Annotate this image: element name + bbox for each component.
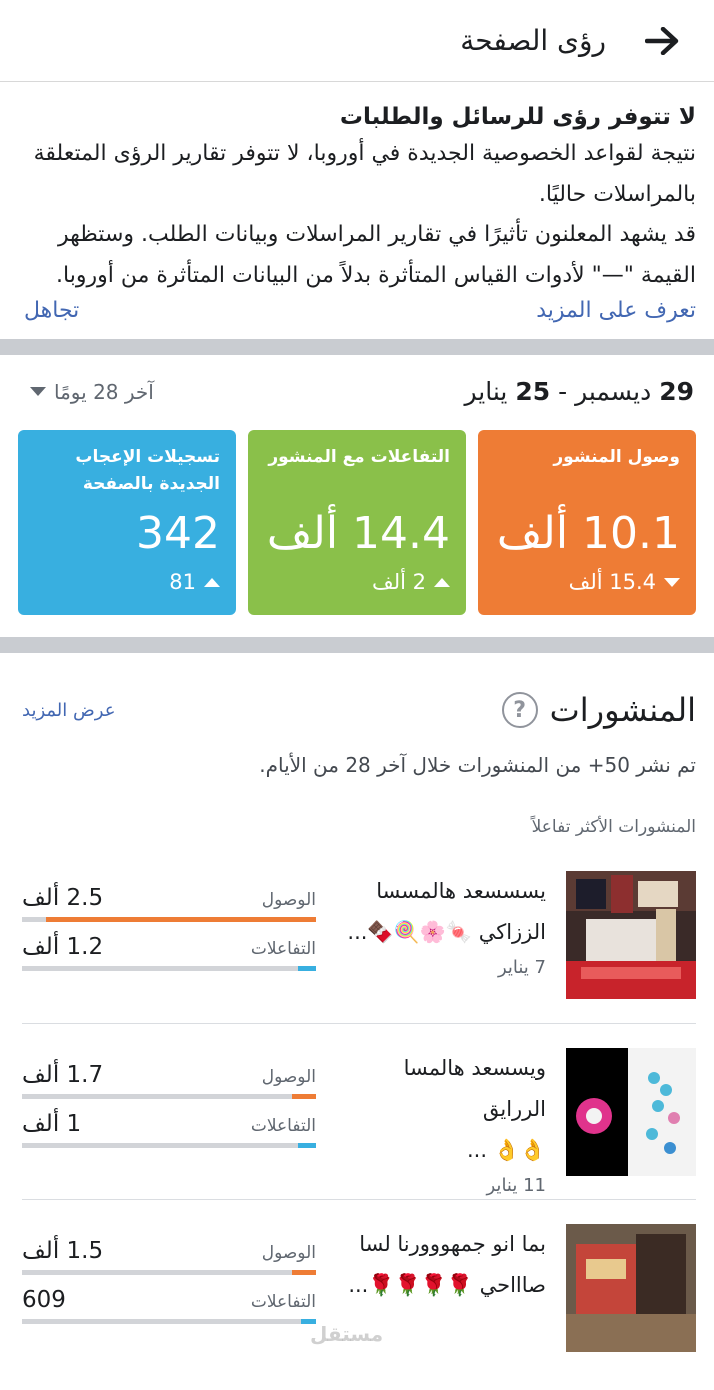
card-value: 10.1 ألف (496, 508, 680, 559)
watermark-logo: مستقل (310, 1322, 384, 1346)
notice-body-1: نتيجة لقواعد الخصوصية الجديدة في أوروبا، لا تتوفر تقارير الرؤى المتعلقة بالمراسلات حاليًا. (33, 141, 696, 207)
notice-body-2: قد يشهد المعلنون تأثيرًا في تقارير المراسلات وبيانات الطلب. وستظهر القيمة "—" لأدوات القياس المتأثرة بدلاً من البيانات المتأثرة من أوروبا. (56, 222, 696, 288)
engagement-bar (22, 1143, 316, 1148)
section-divider (0, 637, 714, 653)
reach-bar (22, 1094, 316, 1099)
up-arrow-icon (434, 578, 450, 587)
card-post-reach[interactable]: وصول المنشور 10.1 ألف 15.4 ألف (478, 430, 696, 615)
arrow-right-icon[interactable] (642, 21, 682, 61)
page-title: رؤى الصفحة (460, 24, 606, 57)
engagement-bar (22, 966, 316, 971)
engagement-label: التفاعلات (250, 1116, 316, 1136)
post-text-line-2: صاااحي 🌹🌹🌹🌹... (348, 1273, 546, 1297)
header-bar (0, 0, 714, 82)
post-date: 11 يناير (486, 1175, 546, 1196)
posts-title: المنشورات (549, 691, 696, 729)
card-change: 15.4 ألف (569, 570, 680, 594)
reach-bar (22, 917, 316, 922)
notice-title: لا تتوفر رؤى للرسائل والطلبات (339, 104, 696, 130)
privacy-notice (0, 82, 714, 339)
card-value: 342 (136, 508, 220, 559)
reach-label: الوصول (261, 890, 316, 910)
list-item[interactable] (22, 1023, 696, 1199)
period-dropdown[interactable]: آخر 28 يومًا (30, 380, 154, 404)
see-more-link[interactable]: عرض المزيد (22, 699, 116, 721)
up-arrow-icon (204, 578, 220, 587)
engagement-value: 1.2 ألف (22, 934, 104, 960)
chevron-down-icon (30, 387, 46, 396)
reach-bar (22, 1270, 316, 1275)
engagement-bar (22, 1319, 316, 1324)
post-text-line-1: ويسسعد هالمسا الررايق (403, 1056, 546, 1121)
reach-value: 2.5 ألف (22, 885, 104, 911)
card-change: 2 ألف (372, 570, 450, 594)
card-new-page-likes[interactable]: تسجيلات الإعجاب الجديدة بالصفحة 342 81 (18, 430, 236, 615)
section-divider (0, 339, 714, 355)
list-item[interactable] (22, 1199, 696, 1375)
card-change: 81 (169, 570, 220, 594)
post-text-line-1: بما انو جمهووورنا لسا (359, 1232, 546, 1256)
post-text-line-2: 👌👌 ... (467, 1138, 546, 1162)
post-thumbnail (566, 1224, 696, 1352)
list-item[interactable] (22, 871, 696, 1023)
learn-more-link[interactable]: تعرف على المزيد (536, 298, 696, 323)
post-thumbnail (566, 871, 696, 999)
engagement-value: 1 ألف (22, 1111, 82, 1137)
posts-subtitle: تم نشر 50+ من المنشورات خلال آخر 28 من الأيام. (259, 753, 696, 777)
date-range: 29 ديسمبر - 25 يناير (464, 377, 694, 406)
engagement-label: التفاعلات (250, 939, 316, 959)
engagement-value: 609 (22, 1287, 66, 1313)
post-text-line-2: الززاكي 🍬🌸🍭🍫... (347, 920, 546, 944)
dismiss-link[interactable]: تجاهل (24, 298, 80, 323)
post-text-line-1: يسسسعد هالمسسا (376, 879, 546, 903)
post-thumbnail (566, 1048, 696, 1176)
reach-value: 1.7 ألف (22, 1062, 104, 1088)
reach-label: الوصول (261, 1243, 316, 1263)
top-posts-label: المنشورات الأكثر تفاعلاً (531, 817, 696, 837)
reach-label: الوصول (261, 1067, 316, 1087)
card-post-engagement[interactable]: التفاعلات مع المنشور 14.4 ألف 2 ألف (248, 430, 466, 615)
card-value: 14.4 ألف (266, 508, 450, 559)
posts-section (0, 653, 714, 1375)
engagement-label: التفاعلات (250, 1292, 316, 1312)
help-icon[interactable]: ? (502, 692, 538, 728)
down-arrow-icon (664, 578, 680, 587)
reach-value: 1.5 ألف (22, 1238, 104, 1264)
insights-summary (0, 355, 714, 637)
post-date: 7 يناير (497, 957, 546, 978)
